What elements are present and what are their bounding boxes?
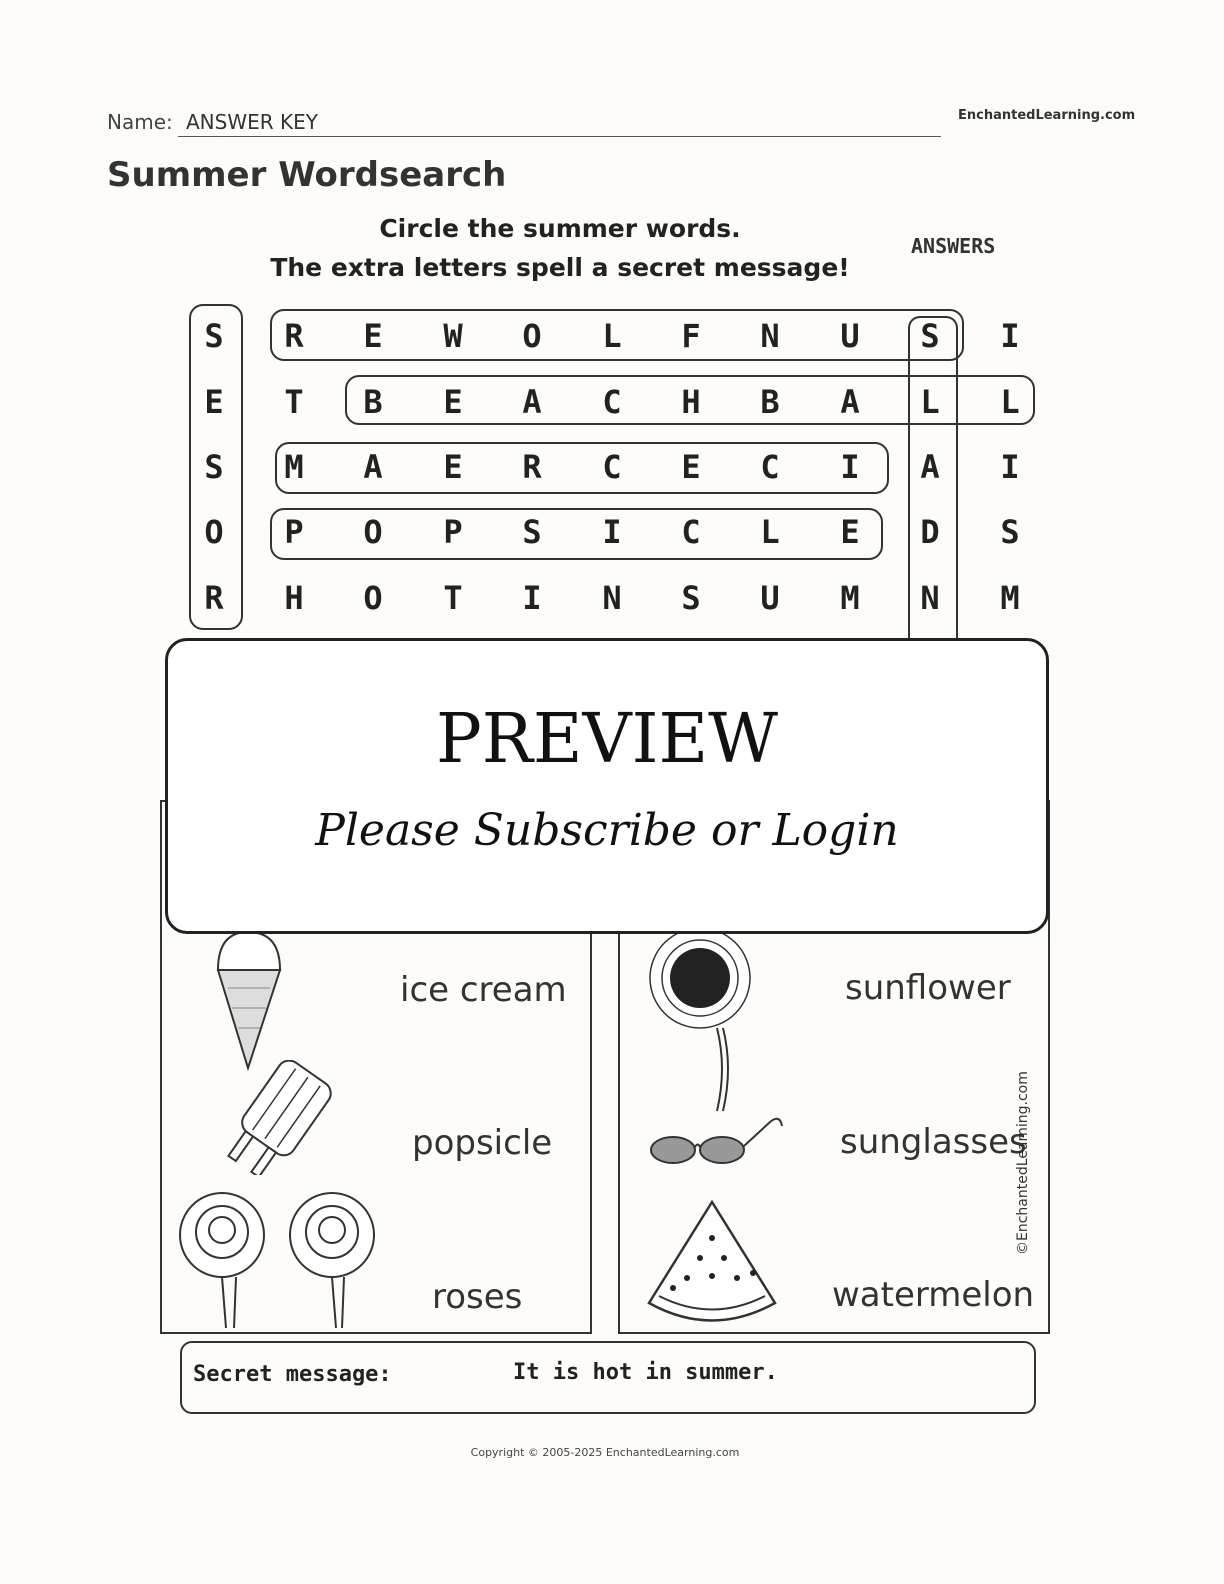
- grid-cell: N: [602, 579, 622, 617]
- answer-ring-sandals: [908, 316, 958, 648]
- vertical-credit: ©EnchantedLearning.com: [1015, 1071, 1031, 1255]
- grid-cell: B: [760, 383, 780, 421]
- picture-label-ice-cream: ice cream: [400, 970, 567, 1010]
- instruction-line-1: Circle the summer words.: [379, 214, 741, 243]
- grid-cell: I: [1000, 317, 1020, 355]
- picture-label-sunflower: sunflower: [845, 968, 1011, 1008]
- ice-cream-icon: [210, 928, 290, 1073]
- grid-cell: O: [363, 579, 383, 617]
- grid-cell: C: [602, 448, 622, 486]
- answer-ring-sunflower: [270, 309, 964, 361]
- grid-cell: O: [204, 513, 224, 551]
- grid-cell: U: [760, 579, 780, 617]
- grid-cell: S: [681, 579, 701, 617]
- picture-label-roses: roses: [432, 1277, 523, 1317]
- answer-ring-roses: [189, 304, 243, 630]
- grid-cell: M: [1000, 579, 1020, 617]
- grid-cell: M: [840, 579, 860, 617]
- copyright: Copyright © 2005-2025 EnchantedLearning.com: [470, 1446, 740, 1459]
- grid-cell: L: [920, 383, 940, 421]
- answer-ring-icecream: [275, 442, 889, 494]
- grid-cell: A: [363, 448, 383, 486]
- grid-cell: L: [760, 513, 780, 551]
- grid-cell: S: [920, 317, 940, 355]
- picture-label-sunglasses: sunglasses: [840, 1122, 1027, 1162]
- grid-cell: L: [602, 317, 622, 355]
- grid-cell: I: [840, 448, 860, 486]
- answer-ring-popsicle: [270, 508, 883, 560]
- grid-cell: O: [522, 317, 542, 355]
- roses-icon: [164, 1190, 389, 1330]
- grid-cell: I: [602, 513, 622, 551]
- preview-subtitle[interactable]: Please Subscribe or Login: [315, 805, 899, 856]
- grid-cell: N: [760, 317, 780, 355]
- watermelon-icon: [645, 1198, 780, 1326]
- grid-cell: E: [363, 317, 383, 355]
- grid-cell: M: [284, 448, 304, 486]
- grid-cell: H: [284, 579, 304, 617]
- grid-cell: E: [443, 448, 463, 486]
- grid-cell: F: [681, 317, 701, 355]
- grid-cell: C: [602, 383, 622, 421]
- grid-cell: T: [443, 579, 463, 617]
- name-label: Name:: [107, 110, 173, 134]
- grid-cell: N: [920, 579, 940, 617]
- preview-overlay[interactable]: [165, 638, 1049, 934]
- grid-cell: I: [1000, 448, 1020, 486]
- name-line: [178, 136, 941, 137]
- grid-cell: A: [522, 383, 542, 421]
- grid-cell: A: [840, 383, 860, 421]
- popsicle-icon: [215, 1060, 350, 1175]
- grid-cell: O: [363, 513, 383, 551]
- grid-cell: R: [204, 579, 224, 617]
- grid-cell: S: [522, 513, 542, 551]
- secret-message-label: Secret message:: [193, 1362, 392, 1387]
- grid-cell: P: [443, 513, 463, 551]
- grid-cell: S: [204, 448, 224, 486]
- answers-label: ANSWERS: [911, 234, 996, 258]
- grid-cell: E: [204, 383, 224, 421]
- grid-cell: C: [760, 448, 780, 486]
- grid-cell: P: [284, 513, 304, 551]
- name-value: ANSWER KEY: [186, 110, 318, 134]
- grid-cell: H: [681, 383, 701, 421]
- sunflower-icon: [645, 928, 760, 1113]
- secret-message-value: It is hot in summer.: [513, 1360, 778, 1385]
- grid-cell: B: [363, 383, 383, 421]
- grid-cell: U: [840, 317, 860, 355]
- grid-cell: S: [204, 317, 224, 355]
- site-logo-text[interactable]: EnchantedLearning.com: [958, 108, 1136, 123]
- grid-cell: E: [443, 383, 463, 421]
- preview-title: PREVIEW: [435, 700, 779, 779]
- grid-cell: R: [522, 448, 542, 486]
- sunglasses-icon: [648, 1112, 786, 1167]
- page-title: Summer Wordsearch: [107, 155, 507, 195]
- grid-cell: W: [443, 317, 463, 355]
- grid-cell: E: [840, 513, 860, 551]
- grid-cell: A: [920, 448, 940, 486]
- grid-cell: C: [681, 513, 701, 551]
- grid-cell: L: [1000, 383, 1020, 421]
- picture-label-watermelon: watermelon: [832, 1275, 1035, 1315]
- instruction-line-2: The extra letters spell a secret message!: [270, 253, 850, 282]
- grid-cell: R: [284, 317, 304, 355]
- grid-cell: T: [284, 383, 304, 421]
- grid-cell: D: [920, 513, 940, 551]
- picture-label-popsicle: popsicle: [412, 1123, 553, 1163]
- grid-cell: E: [681, 448, 701, 486]
- grid-cell: S: [1000, 513, 1020, 551]
- grid-cell: I: [522, 579, 542, 617]
